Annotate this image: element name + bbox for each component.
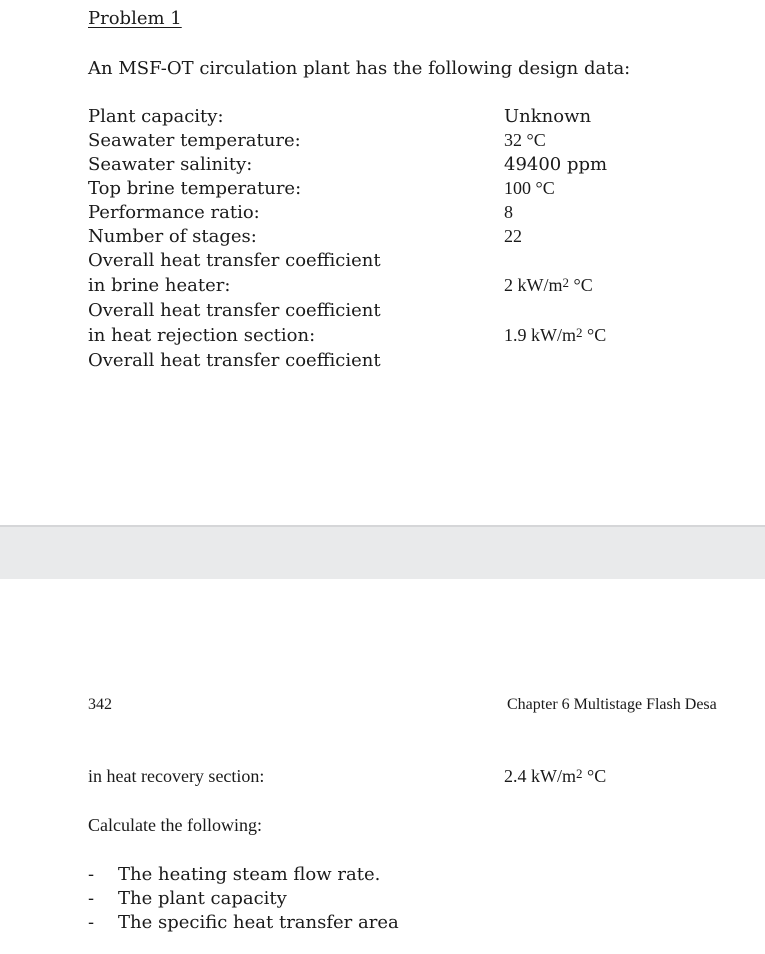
label-u-heat-rejection-line1: Overall heat transfer coefficient: [88, 300, 381, 321]
task-item-steam-flow: The heating steam flow rate.: [118, 864, 381, 885]
bullet-marker: -: [88, 912, 95, 933]
value-u-heat-rejection: 1.9 $kW/m^2$ °C: [504, 325, 607, 345]
label-u-brine-heater-line1: Overall heat transfer coefficient: [88, 250, 381, 271]
label-seawater-salinity: Seawater salinity:: [88, 154, 253, 175]
value-number-of-stages: 22: [504, 226, 522, 246]
problem-title: Problem 1: [88, 8, 182, 29]
bullet-marker: -: [88, 888, 95, 909]
task-item-plant-capacity: The plant capacity: [118, 888, 287, 909]
label-u-heat-recovery-line2: in heat recovery section:: [88, 766, 265, 786]
problem-intro: An MSF-OT circulation plant has the following design data:: [88, 58, 631, 79]
value-seawater-salinity: 49400 ppm: [504, 154, 608, 175]
label-u-heat-rejection-line2: in heat rejection section:: [88, 325, 316, 346]
label-number-of-stages: Number of stages:: [88, 226, 257, 247]
value-top-brine-temperature: 100 °C: [504, 178, 555, 198]
value-u-heat-recovery: 2.4 $kW/m^2$ °C: [504, 766, 607, 786]
label-u-brine-heater-line2: in brine heater:: [88, 275, 231, 296]
value-plant-capacity: Unknown: [504, 106, 592, 127]
label-u-heat-recovery-line1: Overall heat transfer coefficient: [88, 350, 381, 371]
value-seawater-temperature: 32 °C: [504, 130, 546, 150]
chapter-header: Chapter 6 Multistage Flash Desa: [507, 696, 717, 713]
task-heading: Calculate the following:: [88, 815, 262, 835]
label-performance-ratio: Performance ratio:: [88, 202, 260, 223]
task-item-heat-transfer-area: The specific heat transfer area: [118, 912, 399, 933]
value-performance-ratio: 8: [504, 202, 513, 222]
label-seawater-temperature: Seawater temperature:: [88, 130, 301, 151]
label-top-brine-temperature: Top brine temperature:: [88, 178, 302, 199]
value-u-brine-heater: 2 $kW/m^2$ °C: [504, 275, 593, 295]
page-break-separator: [0, 525, 765, 579]
label-plant-capacity: Plant capacity:: [88, 106, 224, 127]
bullet-marker: -: [88, 864, 95, 885]
page-number: 342: [88, 696, 112, 713]
